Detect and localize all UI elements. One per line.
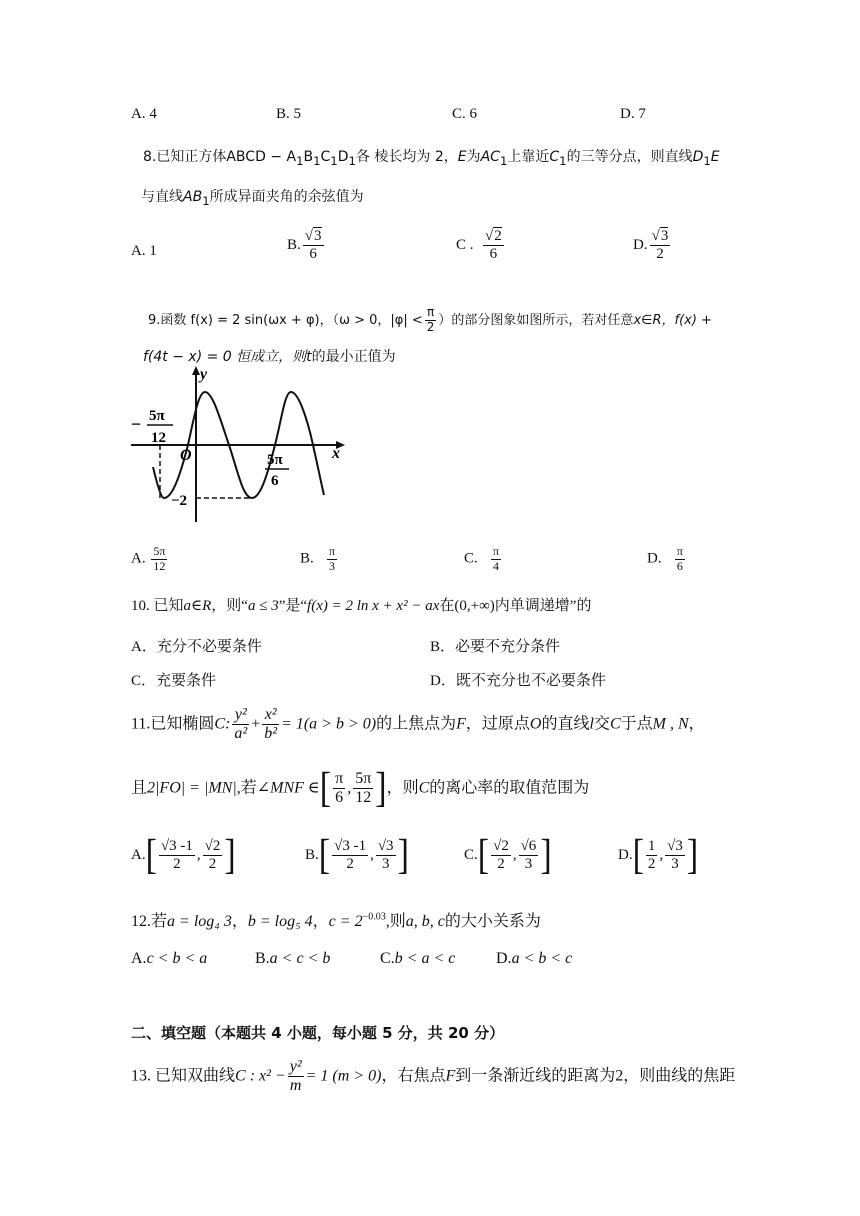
q7-option-d: D. 7	[620, 106, 646, 122]
q10-option-d: D．既不充分也不必要条件	[430, 673, 606, 689]
label-5pi-right: 5π	[267, 452, 283, 468]
q11-stem-line2: 且2|FO| = |MN|,若∠MNF ∈[ $\frac{\pi}{6}$ , $\frac{5\pi}{12}$ ]，则C的离心率的取值范围为	[131, 765, 590, 812]
label-x: x	[332, 445, 340, 462]
label-5pi-left: 5π	[149, 408, 165, 424]
q8-stem-line2: 与直线$AB_1$所成异面夹角的余弦值为	[141, 189, 364, 208]
q8-option-c: C . $\frac{√2}{6}$	[456, 228, 502, 263]
q8-option-d: D. $\frac{√3}{2}$	[633, 228, 669, 263]
label-minus: −	[131, 414, 142, 434]
q9-option-b: B. $\frac{\pi}{3}$	[300, 544, 336, 573]
y-axis-arrow	[192, 366, 200, 375]
q7-option-a: A. 4	[131, 106, 157, 122]
label-y: y	[200, 366, 208, 383]
q9-option-a: A. $\frac{5\pi}{12}$	[131, 544, 166, 573]
q9-sine-graph	[125, 362, 355, 524]
q12-option-b: B.a < c < b	[255, 950, 331, 967]
q10-option-b: B．必要不充分条件	[430, 639, 561, 655]
q7-option-c: C. 6	[452, 106, 478, 122]
q12-option-d: D.a < b < c	[496, 950, 573, 967]
q12-stem: 12.若a = log₄ 3，b = log₅ 4，$c = 2^{-0.03}$,则a, b, c的大小关系为	[131, 911, 541, 930]
q13-stem: 13. 已知双曲线C : x² − $\frac{\text{y²}}{m}$ = 1 (m > 0)，右焦点F到一条渐近线的距离为2，则曲线的焦距	[131, 1058, 736, 1095]
q9-option-d: D. $\frac{\pi}{6}$	[647, 544, 683, 573]
q11-option-a: A.[ $\frac{√3 -1}{2}$ , $\frac{√2}{2}$ ]	[131, 832, 236, 879]
q8-option-b: B. $\frac{√3}{6}$	[287, 228, 322, 263]
q10-stem: 10. 已知a∈R，则“a ≤ 3”是“f(x) = 2 ln x + x² − ax在(0,+∞)内单调递增”的	[131, 598, 592, 614]
q12-option-a: A.c < b < a	[131, 950, 208, 967]
q11-option-d: D.[ $\frac{1}{2}$ , $\frac{√3}{3}$ ]	[618, 832, 699, 879]
q9-stem-line2: f(4t − x) = 0 恒成立，则t的最小正值为	[143, 349, 396, 365]
q11-stem-line1: 11.已知椭圆C: $\frac{\text{y²}}{\text{a²}}$ + $\frac{\text{x²}}{\text{b²}}$ = 1(a > b > 0)的上焦点为F，过原点O的直线l交C于点M , N，	[131, 706, 705, 743]
q12-option-c: C.b < a < c	[380, 950, 456, 967]
q8-stem-line1: 8.已知正方体ABCD − $A_1B_1C_1D_1$各 棱长均为 2，E为$AC_1$上靠近$C_1$的三等分点，则直线$D_1E$	[143, 149, 720, 168]
q9-stem-line1: 9.函数 f(x) = 2 sin(ωx + φ)，（ω > 0，|φ| < $\frac{\pi}{2}$ ）的部分图象如图所示，若对任意x∈R，f(x) +	[148, 305, 712, 334]
q8-option-a: A. 1	[131, 243, 157, 259]
label-12: 12	[151, 430, 166, 446]
section-2-heading: 二、填空题（本题共 4 小题，每小题 5 分，共 20 分）	[131, 1024, 505, 1042]
q9-option-c: C. $\frac{\pi}{4}$	[464, 544, 500, 573]
q11-option-b: B.[ $\frac{√3 -1}{2}$ , $\frac{√3}{3}$ ]	[305, 832, 409, 879]
label-6: 6	[271, 473, 279, 489]
q10-option-c: C．充要条件	[131, 673, 217, 689]
q11-option-c: C.[ $\frac{√2}{2}$ , $\frac{√6}{3}$ ]	[464, 832, 552, 879]
label-origin: O	[180, 447, 192, 464]
label-neg2: −2	[171, 493, 188, 509]
q7-option-b: B. 5	[276, 106, 302, 122]
q10-option-a: A．充分不必要条件	[131, 639, 262, 655]
